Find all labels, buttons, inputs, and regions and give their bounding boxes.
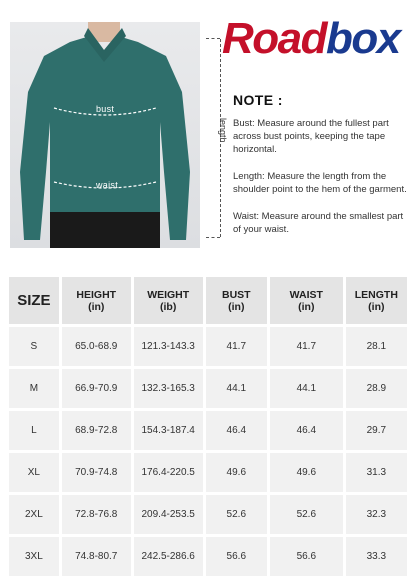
table-row xyxy=(9,411,407,450)
cell-waist: 41.7 xyxy=(270,327,343,366)
brand-logo-part2: box xyxy=(326,14,400,63)
cell-bust: 46.4 xyxy=(206,411,267,450)
header-weight: WEIGHT (ib) xyxy=(134,277,203,324)
size-chart xyxy=(6,274,410,562)
cell-weight: 121.3-143.3 xyxy=(134,327,203,366)
cell-length: 31.3 xyxy=(346,453,407,492)
cell-size: M xyxy=(9,369,59,408)
table-row xyxy=(9,369,407,408)
bust-label: bust xyxy=(96,104,115,114)
cell-bust: 56.6 xyxy=(206,537,267,576)
cell-length: 33.3 xyxy=(346,537,407,576)
cell-bust: 49.6 xyxy=(206,453,267,492)
table-row xyxy=(9,537,407,576)
header-length: LENGTH (in) xyxy=(346,277,407,324)
brand-logo-part1: Road xyxy=(222,14,326,63)
cell-size: S xyxy=(9,327,59,366)
cell-height: 70.9-74.8 xyxy=(62,453,131,492)
cell-size: 2XL xyxy=(9,495,59,534)
header-height: HEIGHT (in) xyxy=(62,277,131,324)
table-row xyxy=(9,327,407,366)
cell-height: 65.0-68.9 xyxy=(62,327,131,366)
cell-size: XL xyxy=(9,453,59,492)
cell-height: 68.9-72.8 xyxy=(62,411,131,450)
cell-length: 28.1 xyxy=(346,327,407,366)
cell-waist: 56.6 xyxy=(270,537,343,576)
cell-weight: 154.3-187.4 xyxy=(134,411,203,450)
hoodie-illustration xyxy=(10,22,200,248)
cell-height: 72.8-76.8 xyxy=(62,495,131,534)
header-waist: WAIST (in) xyxy=(270,277,343,324)
header-size: SIZE xyxy=(9,277,59,324)
cell-weight: 209.4-253.5 xyxy=(134,495,203,534)
header-bust: BUST (in) xyxy=(206,277,267,324)
brand-logo xyxy=(222,14,400,64)
cell-height: 66.9-70.9 xyxy=(62,369,131,408)
note-length: Length: Measure the length from the shoulder point to the hem of the garment. xyxy=(233,171,407,195)
table-row xyxy=(9,495,407,534)
cell-waist: 52.6 xyxy=(270,495,343,534)
length-label: length xyxy=(218,118,228,143)
cell-length: 28.9 xyxy=(346,369,407,408)
table-row xyxy=(9,453,407,492)
cell-weight: 176.4-220.5 xyxy=(134,453,203,492)
cell-weight: 132.3-165.3 xyxy=(134,369,203,408)
measurement-notes xyxy=(233,92,408,250)
cell-length: 32.3 xyxy=(346,495,407,534)
cell-bust: 44.1 xyxy=(206,369,267,408)
cell-weight: 242.5-286.6 xyxy=(134,537,203,576)
cell-waist: 44.1 xyxy=(270,369,343,408)
cell-waist: 46.4 xyxy=(270,411,343,450)
cell-bust: 41.7 xyxy=(206,327,267,366)
product-photo xyxy=(10,22,200,248)
note-bust: Bust: Measure around the fullest part across bust points, keeping the tape horizontal. xyxy=(233,118,389,155)
header-row xyxy=(9,277,407,324)
cell-height: 74.8-80.7 xyxy=(62,537,131,576)
cell-length: 29.7 xyxy=(346,411,407,450)
size-table xyxy=(6,274,410,579)
note-waist: Waist: Measure around the smallest part of your waist. xyxy=(233,211,404,235)
cell-size: L xyxy=(9,411,59,450)
notes-title: NOTE : xyxy=(233,92,283,108)
cell-bust: 52.6 xyxy=(206,495,267,534)
cell-size: 3XL xyxy=(9,537,59,576)
waist-label: waist xyxy=(96,180,119,190)
cell-waist: 49.6 xyxy=(270,453,343,492)
